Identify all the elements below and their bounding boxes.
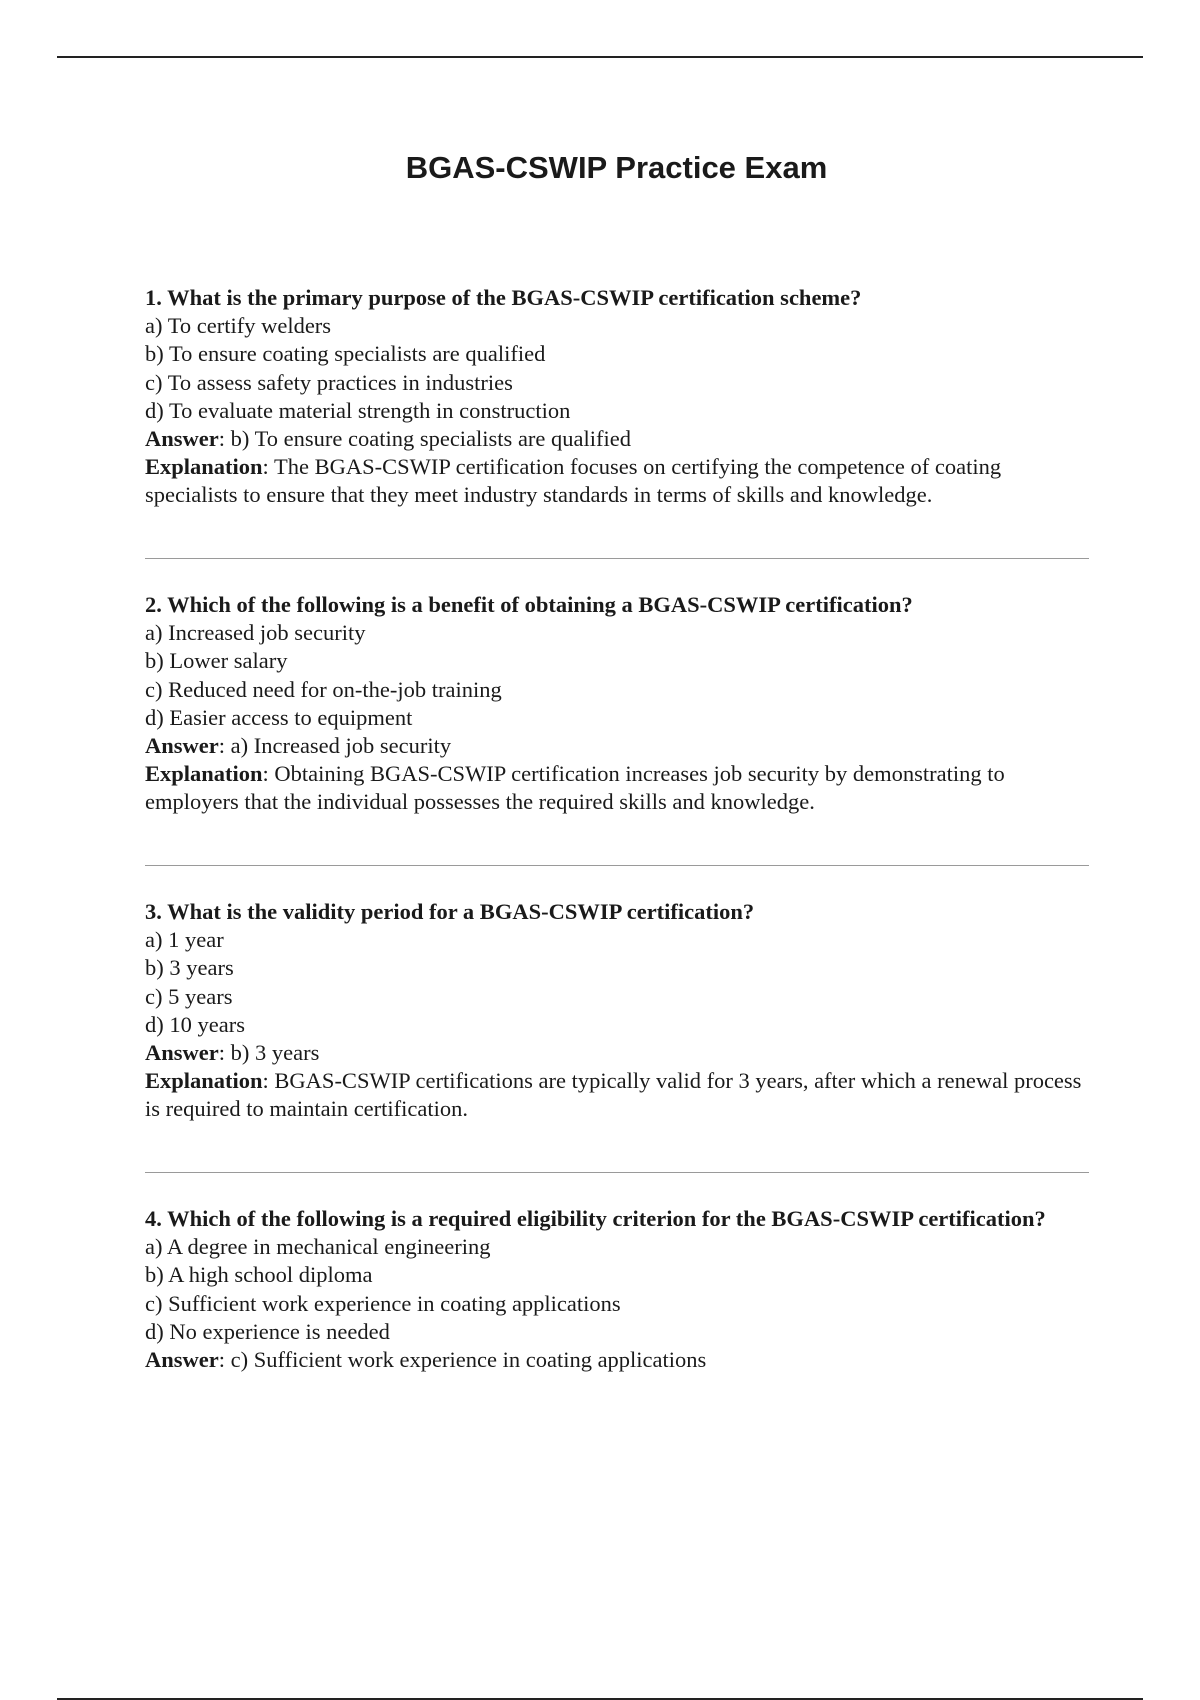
explanation-text: : The BGAS-CSWIP certification focuses on certifying the competence of coating specialists to ensure that they meet industry standards in terms of skills and knowledge. [145,454,1002,508]
answer-option-d: d) No experience is needed [145,1318,390,1344]
answer-value: : b) 3 years [218,1040,320,1066]
answer-option-d: d) 10 years [145,1011,245,1037]
answer-option-b: b) A high school diploma [145,1262,373,1288]
answer-label: Answer [145,426,219,452]
answer-option-a: a) To certify welders [145,313,332,339]
explanation-line [145,760,1090,816]
question-block-2 [145,591,1090,817]
answer-option-c: c) Sufficient work experience in coating applications [145,1290,621,1316]
answer-line [145,425,1090,453]
answer-label: Answer [145,1347,219,1373]
answer-value: : b) To ensure coating specialists are qualified [218,426,632,452]
question-block-1 [145,284,1090,510]
question-divider [145,558,1089,559]
explanation-label: Explanation [145,761,263,787]
explanation-line [145,1067,1090,1123]
answer-line [145,1346,1090,1374]
answer-option-a: a) Increased job security [145,620,366,646]
answer-option-d: d) Easier access to equipment [145,704,413,730]
question-block-3 [145,898,1090,1124]
answer-line [145,732,1090,760]
page-top-rule [57,56,1143,58]
page-title: BGAS-CSWIP Practice Exam [405,150,828,185]
question-text: 1. What is the primary purpose of the BGAS-CSWIP certification scheme? [145,285,862,310]
explanation-label: Explanation [145,1068,263,1094]
explanation-text: : BGAS-CSWIP certifications are typically valid for 3 years, after which a renewal process is required to maintain certification. [145,1068,1082,1122]
answer-option-b: b) To ensure coating specialists are qualified [145,341,546,367]
question-divider [145,865,1089,866]
explanation-label: Explanation [145,454,263,480]
answer-option-a: a) A degree in mechanical engineering [145,1234,491,1260]
question-text: 2. Which of the following is a benefit of obtaining a BGAS-CSWIP certification? [145,592,913,617]
explanation-line [145,453,1090,509]
question-block-4 [145,1205,1090,1374]
answer-label: Answer [145,733,219,759]
answer-option-b: b) 3 years [145,955,234,981]
answer-option-c: c) Reduced need for on-the-job training [145,676,502,702]
answer-option-c: c) 5 years [145,983,233,1009]
answer-option-a: a) 1 year [145,927,224,953]
question-text: 3. What is the validity period for a BGAS-CSWIP certification? [145,899,755,924]
answer-value: : a) Increased job security [218,733,452,759]
answer-value: : c) Sufficient work experience in coating applications [218,1347,707,1373]
question-divider [145,1172,1089,1173]
answer-line [145,1039,1090,1067]
answer-option-b: b) Lower salary [145,648,288,674]
answer-option-d: d) To evaluate material strength in construction [145,397,571,423]
explanation-text: : Obtaining BGAS-CSWIP certification increases job security by demonstrating to employers that the individual possesses the required skills and knowledge. [145,761,1005,815]
answer-option-c: c) To assess safety practices in industries [145,369,513,395]
answer-label: Answer [145,1040,219,1066]
question-text: 4. Which of the following is a required eligibility criterion for the BGAS-CSWIP certification? [145,1206,1046,1231]
